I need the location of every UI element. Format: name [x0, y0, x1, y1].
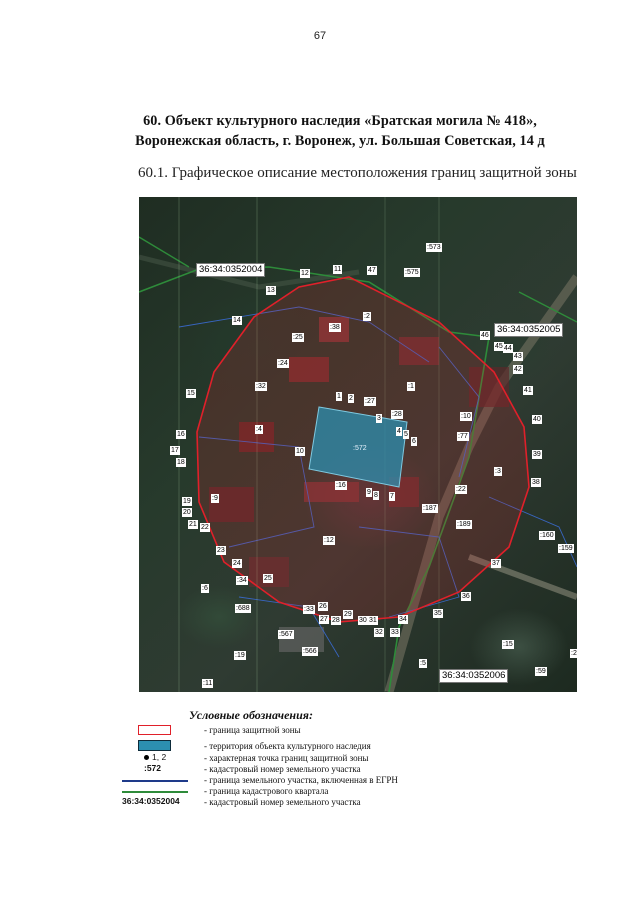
quarter-label: 36:34:0352005 [494, 323, 563, 337]
parcel-symbol-label: :572 [144, 763, 162, 773]
point-label: 24 [233, 560, 241, 567]
point-label: 13 [267, 287, 275, 294]
point-label: 44 [504, 345, 512, 352]
parcel-label: :59 [536, 668, 546, 675]
parcel-label: :4 [256, 426, 262, 433]
parcel-label: :27 [365, 398, 375, 405]
legend-text: - территория объекта культурного наследия [204, 741, 371, 751]
legend-row-protection-zone [120, 724, 560, 736]
protection-zone-swatch [138, 725, 171, 735]
parcel-label: :6 [202, 585, 208, 592]
parcel-label: :575 [405, 269, 419, 276]
point-label: 8 [374, 492, 378, 499]
satellite-map [139, 197, 577, 692]
parcel-label: :19 [235, 652, 245, 659]
point-label: 25 [264, 575, 272, 582]
point-label: 39 [533, 451, 541, 458]
point-label: 1 [337, 393, 341, 400]
point-label: 6 [412, 438, 416, 445]
point-label: 42 [514, 366, 522, 373]
parcel-label: :16 [336, 482, 346, 489]
point-label: 46 [481, 332, 489, 339]
point-label: 9 [367, 489, 371, 496]
point-label: 5 [404, 431, 408, 438]
point-label: 22 [201, 524, 209, 531]
point-label: 43 [514, 353, 522, 360]
point-label: 47 [368, 267, 376, 274]
point-label: 37 [492, 560, 500, 567]
point-symbol-label: 1, 2 [152, 752, 167, 762]
document-heading [70, 111, 610, 151]
parcel-label: :25 [293, 334, 303, 341]
parcel-label: :32 [256, 383, 266, 390]
point-label: 26 [319, 603, 327, 610]
point-label: 38 [532, 479, 540, 486]
point-label: 10 [296, 448, 304, 455]
parcel-label: :15 [503, 641, 513, 648]
parcel-label: :3 [495, 468, 501, 475]
object-parcel-label: :572 [353, 445, 367, 452]
section-subheading: 60.1. Графическое описание местоположения границ защитной зоны [138, 165, 577, 181]
heading-line-2: Воронежская область, г. Воронеж, ул. Большая Советская, 14 д [135, 133, 545, 149]
parcel-label: :34 [237, 577, 247, 584]
point-label: 21 [189, 521, 197, 528]
parcel-boundary-swatch [122, 780, 188, 782]
point-label: 45 [495, 343, 503, 350]
legend-text: - характерная точка границ защитной зоны [204, 753, 369, 763]
legend-text: - граница кадастрового квартала [204, 786, 329, 796]
legend-text: - кадастровый номер земельного участка [204, 764, 361, 774]
point-label: 28 [332, 617, 340, 624]
point-label: 18 [177, 459, 185, 466]
parcel-label: :189 [457, 521, 471, 528]
legend-text: - кадастровый номер земельного участка [204, 797, 361, 807]
parcel-label: :160 [540, 532, 554, 539]
point-label: 23 [217, 547, 225, 554]
legend-text: - граница земельного участка, включенная в ЕГРН [204, 775, 398, 785]
parcel-label: :33 [304, 606, 314, 613]
parcel-label: :28 [392, 411, 402, 418]
parcel-label: :12 [324, 537, 334, 544]
point-label: 14 [233, 317, 241, 324]
point-label: 34 [399, 616, 407, 623]
point-label: 41 [524, 387, 532, 394]
parcel-label: :11 [203, 680, 213, 687]
parcel-label: :688 [236, 605, 250, 612]
parcel-label: :5 [420, 660, 426, 667]
point-label: 15 [187, 390, 195, 397]
page-number: 67 [313, 30, 327, 42]
parcel-label: :187 [423, 505, 437, 512]
point-label: 30 [359, 617, 367, 624]
parcel-label: :2 [364, 313, 370, 320]
quarter-boundary-swatch [122, 791, 188, 793]
point-dot-icon [144, 755, 149, 760]
point-label: 16 [177, 431, 185, 438]
point-label: 31 [369, 617, 377, 624]
quarter-label: 36:34:0352004 [196, 263, 265, 277]
heading-line-1: 60. Объект культурного наследия «Братская могила № 418», [143, 113, 537, 129]
point-label: 17 [171, 447, 179, 454]
point-label: 11 [334, 266, 342, 273]
legend-text: - граница защитной зоны [204, 725, 301, 735]
parcel-label: :1 [408, 383, 414, 390]
point-label: 7 [390, 493, 394, 500]
legend-title: Условные обозначения: [189, 708, 313, 722]
parcel-label: :567 [279, 631, 293, 638]
parcel-label: :9 [212, 495, 218, 502]
legend-row-quarter-number [120, 796, 560, 808]
point-label: 20 [183, 509, 191, 516]
point-label: 2 [349, 395, 353, 402]
point-label: 19 [183, 498, 191, 505]
parcel-label: :566 [303, 648, 317, 655]
parcel-label: :77 [458, 433, 468, 440]
point-label: 33 [391, 629, 399, 636]
point-label: 29 [344, 611, 352, 618]
point-label: 40 [533, 416, 541, 423]
point-label: 36 [462, 593, 470, 600]
parcel-label: :10 [461, 413, 471, 420]
parcel-label: :2 [571, 650, 577, 657]
point-label: 35 [434, 610, 442, 617]
point-label: 12 [301, 270, 309, 277]
legend-row-heritage-territory [120, 740, 560, 752]
point-label: 3 [377, 415, 381, 422]
parcel-label: :22 [456, 486, 466, 493]
point-label: 32 [375, 629, 383, 636]
parcel-label: :24 [278, 360, 288, 367]
point-label: 4 [397, 428, 401, 435]
parcel-label: :38 [330, 324, 340, 331]
quarter-symbol-label: 36:34:0352004 [122, 796, 180, 806]
parcel-label: :573 [427, 244, 441, 251]
parcel-label: :159 [559, 545, 573, 552]
quarter-label: 36:34:0352006 [439, 669, 508, 683]
heritage-territory-swatch [138, 740, 171, 751]
point-label: 27 [320, 616, 328, 623]
